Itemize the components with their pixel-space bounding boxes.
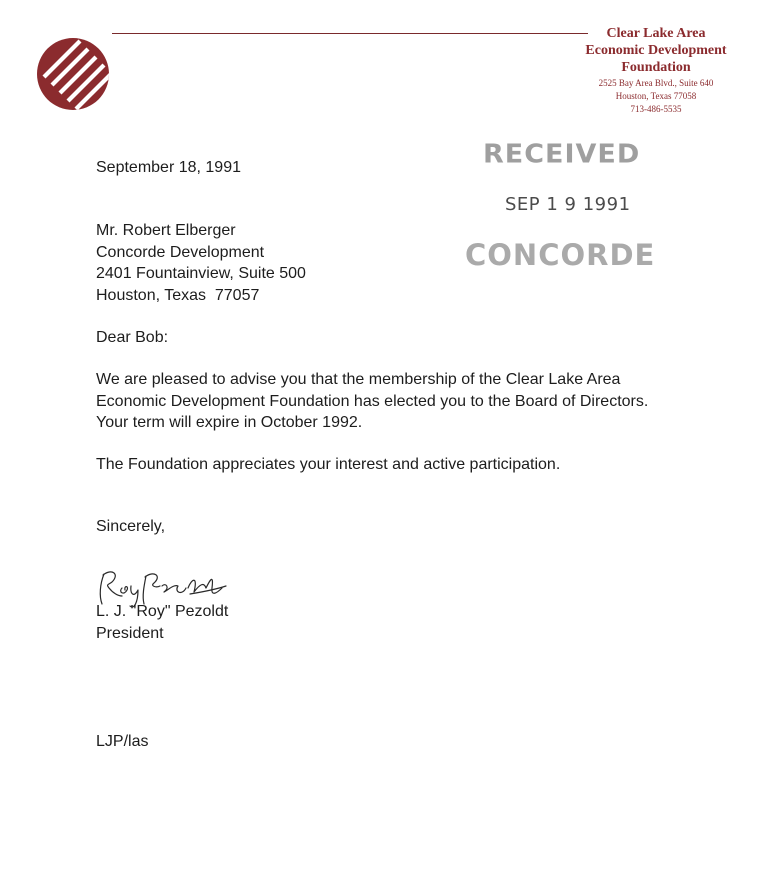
received-stamp-date: SEP 1 9 1991	[505, 194, 631, 215]
received-stamp-label: RECEIVED	[483, 139, 641, 170]
typist-initials: LJP/las	[96, 733, 149, 750]
letterhead-organization	[566, 25, 746, 115]
body-paragraph-2: The Foundation appreciates your interest and active participation.	[96, 456, 561, 473]
salutation: Dear Bob:	[96, 329, 169, 346]
foundation-logo-icon	[36, 37, 110, 111]
recipient-company: Concorde Development	[96, 243, 265, 261]
letter-date: September 18, 1991	[96, 159, 241, 176]
signer-block	[96, 601, 228, 644]
recipient-name: Mr. Robert Elberger	[96, 222, 236, 239]
recipient-street: 2401 Fountainview, Suite 500	[96, 265, 306, 282]
org-address-city: Houston, Texas 77058	[615, 91, 697, 101]
closing: Sincerely,	[96, 518, 166, 535]
recipient-city: Houston, Texas 77057	[96, 286, 260, 304]
recipient-address	[96, 220, 306, 306]
org-name-line-1: Clear Lake Area	[606, 26, 706, 41]
org-name-line-3: Foundation	[621, 60, 691, 75]
letterhead-rule	[112, 33, 588, 34]
org-address-street: 2525 Bay Area Blvd., Suite 640	[598, 78, 714, 88]
org-phone: 713-486-5535	[630, 104, 682, 114]
body-paragraph-1: We are pleased to advise you that the membership of the Clear Lake Area Economic Development Foundation has elected you to the Board of Directors. Your term will expire in October 1992.	[96, 371, 657, 431]
org-name-line-2: Economic Development	[585, 43, 727, 58]
signer-name: L. J. "Roy" Pezoldt	[96, 603, 229, 620]
received-stamp-company: CONCORDE	[465, 238, 656, 272]
signer-title: President	[96, 624, 164, 642]
